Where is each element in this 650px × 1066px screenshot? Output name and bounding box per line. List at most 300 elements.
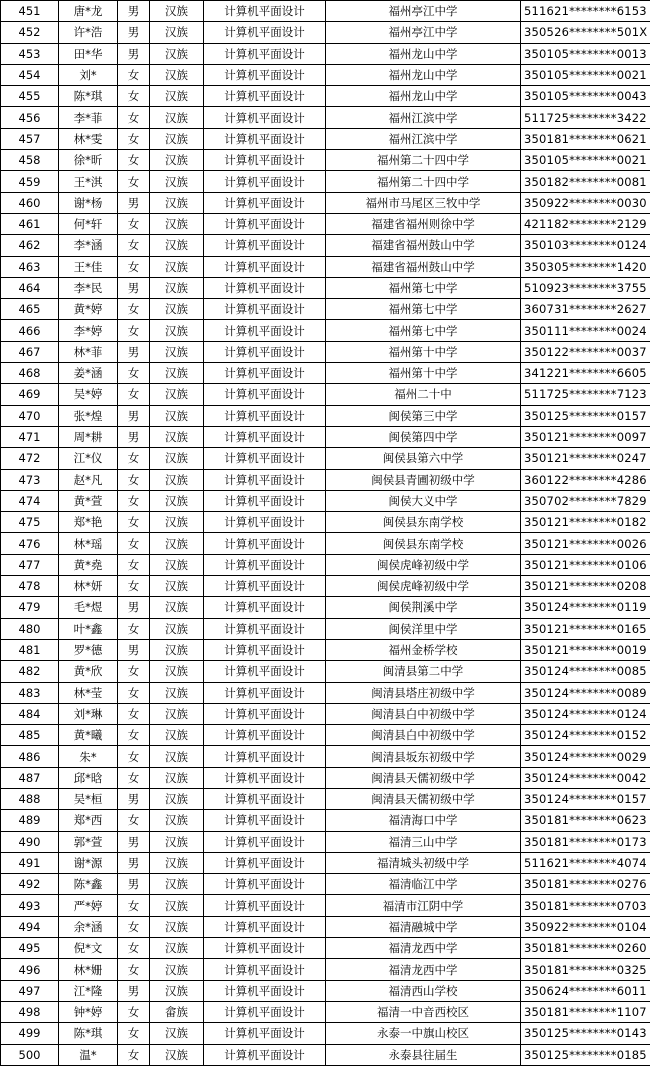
- gender-cell: 女: [118, 235, 150, 256]
- ethnicity-cell: 汉族: [150, 618, 204, 639]
- student-name-cell: 林*雯: [59, 128, 118, 149]
- major-cell: 计算机平面设计: [204, 320, 326, 341]
- major-cell: 计算机平面设计: [204, 448, 326, 469]
- row-number-cell: 482: [1, 661, 59, 682]
- id-number-cell: 350624********6011: [521, 980, 650, 1001]
- id-number-cell: 350125********0157: [521, 405, 650, 426]
- gender-cell: 女: [118, 916, 150, 937]
- gender-cell: 女: [118, 384, 150, 405]
- id-number-cell: 421182********2129: [521, 213, 650, 234]
- school-cell: 福州亭江中学: [326, 1, 521, 22]
- ethnicity-cell: 汉族: [150, 788, 204, 809]
- id-number-cell: 510923********3755: [521, 277, 650, 298]
- table-row: [1, 128, 650, 149]
- school-cell: 福清融城中学: [326, 916, 521, 937]
- ethnicity-cell: 汉族: [150, 576, 204, 597]
- student-name-cell: 许*浩: [59, 22, 118, 43]
- gender-cell: 女: [118, 554, 150, 575]
- school-cell: 福州第七中学: [326, 299, 521, 320]
- ethnicity-cell: 汉族: [150, 469, 204, 490]
- table-row: [1, 171, 650, 192]
- school-cell: 福建省福州鼓山中学: [326, 235, 521, 256]
- school-cell: 福州亭江中学: [326, 22, 521, 43]
- school-cell: 闽侯县青圃初级中学: [326, 469, 521, 490]
- school-cell: 闽侯虎峰初级中学: [326, 554, 521, 575]
- ethnicity-cell: 汉族: [150, 916, 204, 937]
- table-row: [1, 746, 650, 767]
- school-cell: 福清三山中学: [326, 831, 521, 852]
- gender-cell: 女: [118, 618, 150, 639]
- row-number-cell: 477: [1, 554, 59, 575]
- id-number-cell: 350125********0143: [521, 1023, 650, 1044]
- gender-cell: 女: [118, 299, 150, 320]
- gender-cell: 女: [118, 938, 150, 959]
- row-number-cell: 455: [1, 86, 59, 107]
- ethnicity-cell: 汉族: [150, 213, 204, 234]
- id-number-cell: 350124********0029: [521, 746, 650, 767]
- row-number-cell: 470: [1, 405, 59, 426]
- id-number-cell: 350124********0085: [521, 661, 650, 682]
- id-number-cell: 350124********0152: [521, 725, 650, 746]
- gender-cell: 男: [118, 192, 150, 213]
- gender-cell: 男: [118, 22, 150, 43]
- student-name-cell: 邱*晗: [59, 767, 118, 788]
- student-name-cell: 李*婷: [59, 320, 118, 341]
- table-row: [1, 277, 650, 298]
- ethnicity-cell: 汉族: [150, 810, 204, 831]
- ethnicity-cell: 汉族: [150, 426, 204, 447]
- id-number-cell: 360731********2627: [521, 299, 650, 320]
- ethnicity-cell: 汉族: [150, 852, 204, 873]
- id-number-cell: 350121********0165: [521, 618, 650, 639]
- student-name-cell: 郭*萱: [59, 831, 118, 852]
- id-number-cell: 350181********0276: [521, 874, 650, 895]
- gender-cell: 男: [118, 43, 150, 64]
- gender-cell: 女: [118, 150, 150, 171]
- table-row: [1, 1044, 650, 1065]
- gender-cell: 女: [118, 107, 150, 128]
- id-number-cell: 350922********0104: [521, 916, 650, 937]
- school-cell: 福州第七中学: [326, 320, 521, 341]
- student-name-cell: 江*仪: [59, 448, 118, 469]
- school-cell: 闽侯虎峰初级中学: [326, 576, 521, 597]
- gender-cell: 女: [118, 1001, 150, 1022]
- gender-cell: 女: [118, 767, 150, 788]
- row-number-cell: 497: [1, 980, 59, 1001]
- student-name-cell: 王*佳: [59, 256, 118, 277]
- gender-cell: 女: [118, 682, 150, 703]
- ethnicity-cell: 汉族: [150, 533, 204, 554]
- school-cell: 闽侯县东南学校: [326, 512, 521, 533]
- id-number-cell: 350121********0247: [521, 448, 650, 469]
- row-number-cell: 485: [1, 725, 59, 746]
- major-cell: 计算机平面设计: [204, 597, 326, 618]
- id-number-cell: 350181********0325: [521, 959, 650, 980]
- id-number-cell: 350121********0026: [521, 533, 650, 554]
- school-cell: 闽清县白中初级中学: [326, 725, 521, 746]
- school-cell: 福建省福州鼓山中学: [326, 256, 521, 277]
- student-name-cell: 严*婷: [59, 895, 118, 916]
- table-row: [1, 405, 650, 426]
- school-cell: 闽侯第四中学: [326, 426, 521, 447]
- id-number-cell: 350125********0185: [521, 1044, 650, 1065]
- table-row: [1, 490, 650, 511]
- school-cell: 福州二十中: [326, 384, 521, 405]
- ethnicity-cell: 汉族: [150, 767, 204, 788]
- table-row: [1, 426, 650, 447]
- gender-cell: 女: [118, 576, 150, 597]
- major-cell: 计算机平面设计: [204, 746, 326, 767]
- student-name-cell: 郑*艳: [59, 512, 118, 533]
- gender-cell: 女: [118, 469, 150, 490]
- student-name-cell: 刘*: [59, 64, 118, 85]
- school-cell: 闽清县第二中学: [326, 661, 521, 682]
- row-number-cell: 475: [1, 512, 59, 533]
- ethnicity-cell: 汉族: [150, 235, 204, 256]
- school-cell: 闽清县天儒初级中学: [326, 767, 521, 788]
- student-name-cell: 田*华: [59, 43, 118, 64]
- id-number-cell: 350181********0621: [521, 128, 650, 149]
- table-row: [1, 213, 650, 234]
- student-name-cell: 余*涵: [59, 916, 118, 937]
- row-number-cell: 465: [1, 299, 59, 320]
- school-cell: 闽侯荆溪中学: [326, 597, 521, 618]
- gender-cell: 女: [118, 256, 150, 277]
- gender-cell: 女: [118, 810, 150, 831]
- id-number-cell: 350702********7829: [521, 490, 650, 511]
- table-row: [1, 64, 650, 85]
- row-number-cell: 451: [1, 1, 59, 22]
- row-number-cell: 493: [1, 895, 59, 916]
- table-row: [1, 86, 650, 107]
- table-row: [1, 192, 650, 213]
- student-name-cell: 张*煌: [59, 405, 118, 426]
- major-cell: 计算机平面设计: [204, 192, 326, 213]
- row-number-cell: 458: [1, 150, 59, 171]
- student-name-cell: 叶*鑫: [59, 618, 118, 639]
- table-row: [1, 43, 650, 64]
- school-cell: 福州第二十四中学: [326, 150, 521, 171]
- id-number-cell: 350121********0106: [521, 554, 650, 575]
- table-row: [1, 256, 650, 277]
- major-cell: 计算机平面设计: [204, 1, 326, 22]
- student-name-cell: 吴*桓: [59, 788, 118, 809]
- major-cell: 计算机平面设计: [204, 363, 326, 384]
- gender-cell: 女: [118, 959, 150, 980]
- table-row: [1, 512, 650, 533]
- major-cell: 计算机平面设计: [204, 533, 326, 554]
- gender-cell: 男: [118, 405, 150, 426]
- row-number-cell: 495: [1, 938, 59, 959]
- gender-cell: 女: [118, 490, 150, 511]
- row-number-cell: 471: [1, 426, 59, 447]
- row-number-cell: 483: [1, 682, 59, 703]
- gender-cell: 男: [118, 426, 150, 447]
- school-cell: 永泰一中旗山校区: [326, 1023, 521, 1044]
- gender-cell: 男: [118, 597, 150, 618]
- table-row: [1, 320, 650, 341]
- table-row: [1, 1, 650, 22]
- school-cell: 福州龙山中学: [326, 43, 521, 64]
- school-cell: 闽侯第三中学: [326, 405, 521, 426]
- ethnicity-cell: 汉族: [150, 597, 204, 618]
- table-row: [1, 938, 650, 959]
- id-number-cell: 350121********0019: [521, 639, 650, 660]
- ethnicity-cell: 汉族: [150, 43, 204, 64]
- school-cell: 福清龙西中学: [326, 959, 521, 980]
- row-number-cell: 488: [1, 788, 59, 809]
- ethnicity-cell: 汉族: [150, 277, 204, 298]
- student-name-cell: 刘*琳: [59, 703, 118, 724]
- major-cell: 计算机平面设计: [204, 618, 326, 639]
- id-number-cell: 350103********0124: [521, 235, 650, 256]
- gender-cell: 男: [118, 874, 150, 895]
- student-name-cell: 黄*萱: [59, 490, 118, 511]
- table-row: [1, 874, 650, 895]
- ethnicity-cell: 汉族: [150, 490, 204, 511]
- student-name-cell: 谢*源: [59, 852, 118, 873]
- table-row: [1, 533, 650, 554]
- student-name-cell: 陈*鑫: [59, 874, 118, 895]
- major-cell: 计算机平面设计: [204, 426, 326, 447]
- school-cell: 福州江滨中学: [326, 128, 521, 149]
- row-number-cell: 463: [1, 256, 59, 277]
- school-cell: 福清市江阴中学: [326, 895, 521, 916]
- ethnicity-cell: 汉族: [150, 22, 204, 43]
- major-cell: 计算机平面设计: [204, 128, 326, 149]
- ethnicity-cell: 汉族: [150, 192, 204, 213]
- major-cell: 计算机平面设计: [204, 512, 326, 533]
- row-number-cell: 491: [1, 852, 59, 873]
- major-cell: 计算机平面设计: [204, 1044, 326, 1065]
- major-cell: 计算机平面设计: [204, 980, 326, 1001]
- table-row: [1, 916, 650, 937]
- id-number-cell: 350124********0157: [521, 788, 650, 809]
- ethnicity-cell: 汉族: [150, 554, 204, 575]
- gender-cell: 女: [118, 746, 150, 767]
- row-number-cell: 480: [1, 618, 59, 639]
- gender-cell: 男: [118, 852, 150, 873]
- school-cell: 福州市马尾区三牧中学: [326, 192, 521, 213]
- row-number-cell: 498: [1, 1001, 59, 1022]
- gender-cell: 女: [118, 703, 150, 724]
- gender-cell: 女: [118, 448, 150, 469]
- ethnicity-cell: 汉族: [150, 171, 204, 192]
- table-row: [1, 703, 650, 724]
- student-name-cell: 黄*堯: [59, 554, 118, 575]
- gender-cell: 女: [118, 895, 150, 916]
- row-number-cell: 461: [1, 213, 59, 234]
- id-number-cell: 350124********0119: [521, 597, 650, 618]
- school-cell: 福清临江中学: [326, 874, 521, 895]
- major-cell: 计算机平面设计: [204, 213, 326, 234]
- major-cell: 计算机平面设计: [204, 639, 326, 660]
- row-number-cell: 472: [1, 448, 59, 469]
- ethnicity-cell: 汉族: [150, 1044, 204, 1065]
- table-row: [1, 384, 650, 405]
- ethnicity-cell: 汉族: [150, 874, 204, 895]
- ethnicity-cell: 汉族: [150, 320, 204, 341]
- ethnicity-cell: 汉族: [150, 980, 204, 1001]
- id-number-cell: 511621********6153: [521, 1, 650, 22]
- major-cell: 计算机平面设计: [204, 725, 326, 746]
- id-number-cell: 350105********0013: [521, 43, 650, 64]
- school-cell: 福州龙山中学: [326, 64, 521, 85]
- ethnicity-cell: 汉族: [150, 959, 204, 980]
- student-name-cell: 赵*凡: [59, 469, 118, 490]
- student-name-cell: 何*轩: [59, 213, 118, 234]
- school-cell: 永泰县往届生: [326, 1044, 521, 1065]
- id-number-cell: 350526********501X: [521, 22, 650, 43]
- ethnicity-cell: 汉族: [150, 682, 204, 703]
- school-cell: 福州第七中学: [326, 277, 521, 298]
- id-number-cell: 350105********0021: [521, 150, 650, 171]
- ethnicity-cell: 汉族: [150, 938, 204, 959]
- ethnicity-cell: 汉族: [150, 341, 204, 362]
- student-name-cell: 徐*昕: [59, 150, 118, 171]
- ethnicity-cell: 汉族: [150, 299, 204, 320]
- ethnicity-cell: 汉族: [150, 64, 204, 85]
- row-number-cell: 464: [1, 277, 59, 298]
- row-number-cell: 481: [1, 639, 59, 660]
- gender-cell: 女: [118, 512, 150, 533]
- student-name-cell: 周*耕: [59, 426, 118, 447]
- student-name-cell: 陈*琪: [59, 86, 118, 107]
- ethnicity-cell: 汉族: [150, 256, 204, 277]
- major-cell: 计算机平面设计: [204, 43, 326, 64]
- ethnicity-cell: 汉族: [150, 639, 204, 660]
- ethnicity-cell: 汉族: [150, 746, 204, 767]
- table-row: [1, 576, 650, 597]
- gender-cell: 男: [118, 1, 150, 22]
- row-number-cell: 462: [1, 235, 59, 256]
- gender-cell: 女: [118, 363, 150, 384]
- major-cell: 计算机平面设计: [204, 810, 326, 831]
- table-row: [1, 618, 650, 639]
- student-name-cell: 朱*: [59, 746, 118, 767]
- table-row: [1, 895, 650, 916]
- row-number-cell: 456: [1, 107, 59, 128]
- gender-cell: 男: [118, 341, 150, 362]
- major-cell: 计算机平面设计: [204, 874, 326, 895]
- row-number-cell: 474: [1, 490, 59, 511]
- major-cell: 计算机平面设计: [204, 256, 326, 277]
- id-number-cell: 350181********0703: [521, 895, 650, 916]
- ethnicity-cell: 畲族: [150, 1001, 204, 1022]
- major-cell: 计算机平面设计: [204, 490, 326, 511]
- table-row: [1, 235, 650, 256]
- major-cell: 计算机平面设计: [204, 86, 326, 107]
- student-name-cell: 倪*文: [59, 938, 118, 959]
- table-row: [1, 725, 650, 746]
- row-number-cell: 466: [1, 320, 59, 341]
- table-row: [1, 341, 650, 362]
- gender-cell: 女: [118, 171, 150, 192]
- gender-cell: 女: [118, 213, 150, 234]
- school-cell: 闽侯县第六中学: [326, 448, 521, 469]
- row-number-cell: 460: [1, 192, 59, 213]
- gender-cell: 女: [118, 64, 150, 85]
- gender-cell: 男: [118, 831, 150, 852]
- major-cell: 计算机平面设计: [204, 767, 326, 788]
- major-cell: 计算机平面设计: [204, 277, 326, 298]
- id-number-cell: 360122********4286: [521, 469, 650, 490]
- student-name-cell: 李*涵: [59, 235, 118, 256]
- ethnicity-cell: 汉族: [150, 363, 204, 384]
- student-name-cell: 林*莹: [59, 682, 118, 703]
- row-number-cell: 469: [1, 384, 59, 405]
- student-name-cell: 钟*婷: [59, 1001, 118, 1022]
- major-cell: 计算机平面设计: [204, 150, 326, 171]
- id-number-cell: 350121********0208: [521, 576, 650, 597]
- ethnicity-cell: 汉族: [150, 86, 204, 107]
- id-number-cell: 350121********0182: [521, 512, 650, 533]
- id-number-cell: 511725********3422: [521, 107, 650, 128]
- id-number-cell: 350305********1420: [521, 256, 650, 277]
- id-number-cell: 341221********6605: [521, 363, 650, 384]
- major-cell: 计算机平面设计: [204, 405, 326, 426]
- major-cell: 计算机平面设计: [204, 959, 326, 980]
- table-row: [1, 107, 650, 128]
- student-name-cell: 谢*杨: [59, 192, 118, 213]
- row-number-cell: 457: [1, 128, 59, 149]
- student-name-cell: 罗*德: [59, 639, 118, 660]
- table-row: [1, 597, 650, 618]
- gender-cell: 男: [118, 788, 150, 809]
- school-cell: 福清龙西中学: [326, 938, 521, 959]
- major-cell: 计算机平面设计: [204, 938, 326, 959]
- major-cell: 计算机平面设计: [204, 469, 326, 490]
- student-name-cell: 江*隆: [59, 980, 118, 1001]
- id-number-cell: 350124********0089: [521, 682, 650, 703]
- major-cell: 计算机平面设计: [204, 1001, 326, 1022]
- row-number-cell: 473: [1, 469, 59, 490]
- major-cell: 计算机平面设计: [204, 788, 326, 809]
- ethnicity-cell: 汉族: [150, 703, 204, 724]
- school-cell: 闽清县塔庄初级中学: [326, 682, 521, 703]
- school-cell: 福清一中音西校区: [326, 1001, 521, 1022]
- student-name-cell: 李*民: [59, 277, 118, 298]
- major-cell: 计算机平面设计: [204, 64, 326, 85]
- table-row: [1, 980, 650, 1001]
- school-cell: 闽清县坂东初级中学: [326, 746, 521, 767]
- row-number-cell: 452: [1, 22, 59, 43]
- student-name-cell: 温*: [59, 1044, 118, 1065]
- id-number-cell: 350181********1107: [521, 1001, 650, 1022]
- row-number-cell: 478: [1, 576, 59, 597]
- school-cell: 福清西山学校: [326, 980, 521, 1001]
- id-number-cell: 350124********0042: [521, 767, 650, 788]
- id-number-cell: 511725********7123: [521, 384, 650, 405]
- major-cell: 计算机平面设计: [204, 576, 326, 597]
- student-name-cell: 陈*琪: [59, 1023, 118, 1044]
- row-number-cell: 494: [1, 916, 59, 937]
- row-number-cell: 454: [1, 64, 59, 85]
- gender-cell: 女: [118, 533, 150, 554]
- gender-cell: 男: [118, 980, 150, 1001]
- student-name-cell: 黄*婷: [59, 299, 118, 320]
- id-number-cell: 350105********0021: [521, 64, 650, 85]
- table-row: [1, 299, 650, 320]
- id-number-cell: 350122********0037: [521, 341, 650, 362]
- row-number-cell: 489: [1, 810, 59, 831]
- gender-cell: 女: [118, 128, 150, 149]
- student-name-cell: 黄*欣: [59, 661, 118, 682]
- row-number-cell: 486: [1, 746, 59, 767]
- student-name-cell: 林*菲: [59, 341, 118, 362]
- id-number-cell: 350182********0081: [521, 171, 650, 192]
- ethnicity-cell: 汉族: [150, 448, 204, 469]
